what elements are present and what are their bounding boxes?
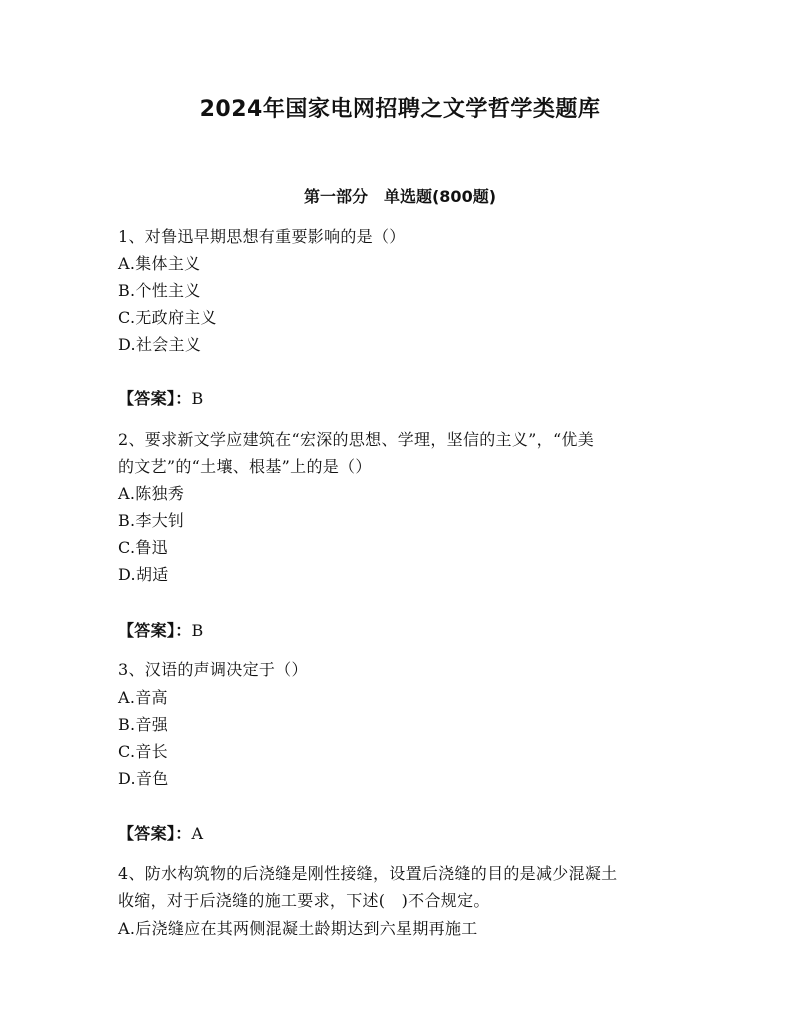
question-stem-continued: 的文艺”的“土壤、根基”上的是（） <box>118 457 372 476</box>
option-d: D.音色 <box>118 769 169 788</box>
option-a: A.集体主义 <box>118 254 201 273</box>
answer-value: A <box>191 824 204 843</box>
option-c: C.鲁迅 <box>118 538 168 557</box>
question-stem: 2、要求新文学应建筑在“宏深的思想、学理，坚信的主义”，“优美 <box>118 430 595 449</box>
answer-value: B <box>191 389 204 408</box>
answer-label: 【答案】： <box>118 389 192 408</box>
answer-label: 【答案】： <box>118 621 192 640</box>
option-a: A.陈独秀 <box>118 484 185 503</box>
option-b: B.音强 <box>118 715 169 734</box>
section-title: 第一部分 单选题(800题) <box>303 187 497 206</box>
option-b: B.李大钊 <box>118 511 185 530</box>
option-a: A.音高 <box>118 688 168 707</box>
question-stem: 3、汉语的声调决定于（） <box>118 660 308 679</box>
answer-label: 【答案】： <box>118 824 192 843</box>
option-b: B.个性主义 <box>118 281 201 300</box>
answer-line <box>118 824 688 844</box>
answer-line <box>118 621 688 641</box>
question-stem: 4、防水构筑物的后浇缝是刚性接缝，设置后浇缝的目的是减少混凝土 <box>118 864 618 883</box>
question-stem-continued: 收缩，对于后浇缝的施工要求，下述( )不合规定。 <box>118 891 490 910</box>
option-d: D.胡适 <box>118 565 169 584</box>
option-d: D.社会主义 <box>118 335 202 354</box>
answer-line <box>118 389 688 409</box>
answer-value: B <box>191 621 204 640</box>
option-c: C.无政府主义 <box>118 308 217 327</box>
option-a: A.后浇缝应在其两侧混凝土龄期达到六星期再施工 <box>118 919 478 938</box>
option-c: C.音长 <box>118 742 168 761</box>
document-title: 2024年国家电网招聘之文学哲学类题库 <box>199 97 601 122</box>
question-stem: 1、对鲁迅早期思想有重要影响的是（） <box>118 227 406 246</box>
